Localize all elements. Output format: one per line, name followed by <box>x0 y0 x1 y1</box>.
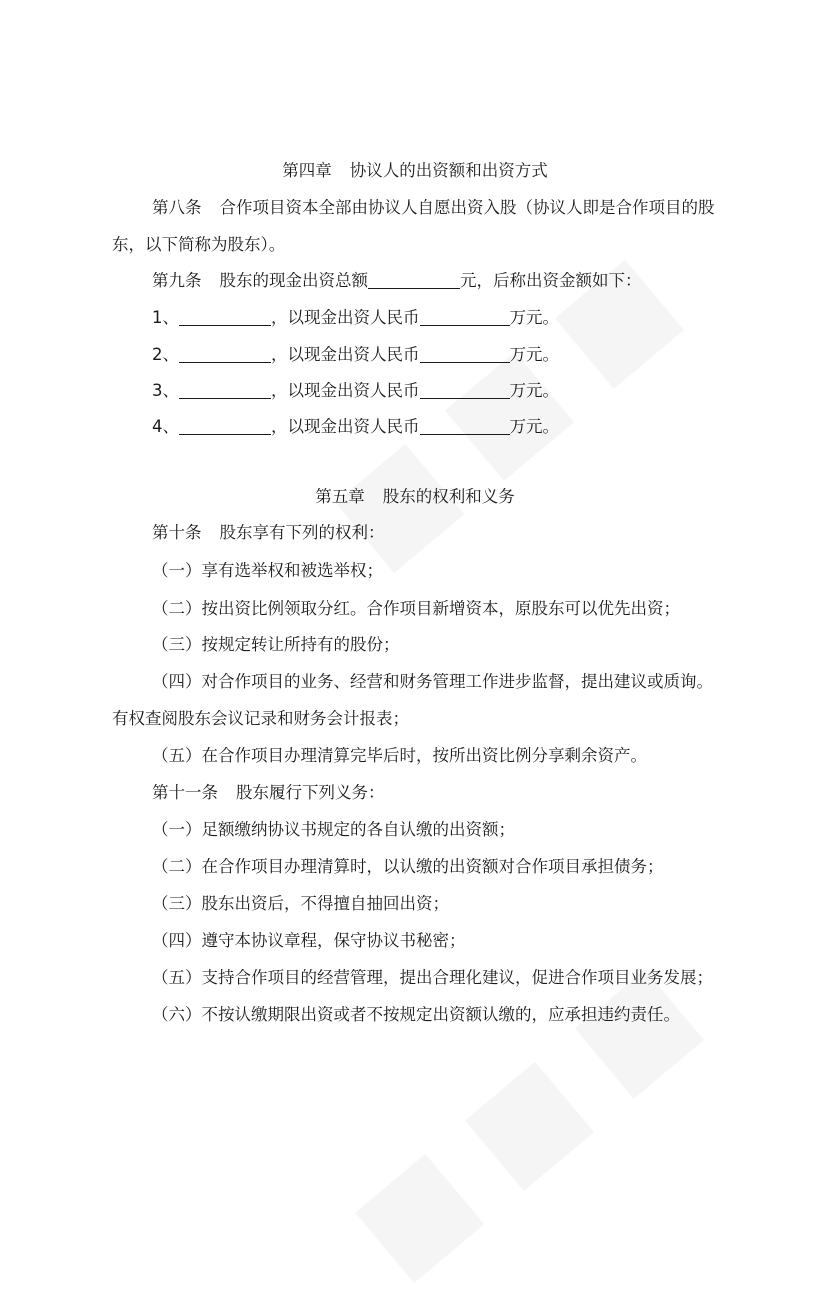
amount-blank[interactable] <box>420 307 510 326</box>
item-text: ，以现金出资人民币 <box>271 381 420 400</box>
right-item: （四）对合作项目的业务、经营和财务管理工作进步监督，提出建议或质询。 <box>152 672 713 691</box>
contribution-line-3 <box>152 379 559 403</box>
right-item: （二）按出资比例领取分红。合作项目新增资本，原股东可以优先出资； <box>152 599 680 618</box>
article-number: 第八条 <box>152 198 202 217</box>
total-amount-blank[interactable] <box>368 270 460 289</box>
amount-blank[interactable] <box>420 416 510 435</box>
duty-item: （六）不按认缴期限出资或者不按规定出资额认缴的，应承担违约责任。 <box>152 1005 680 1024</box>
amount-blank[interactable] <box>420 380 510 399</box>
item-text: ，以现金出资人民币 <box>271 345 420 364</box>
name-blank[interactable] <box>179 307 271 326</box>
article-number: 第九条 <box>152 271 202 290</box>
article-8-line1 <box>152 196 715 220</box>
article-number: 第十条 <box>152 523 202 542</box>
item-unit: 万元。 <box>509 417 559 436</box>
article-text: 股东履行下列义务： <box>236 783 385 802</box>
name-blank[interactable] <box>179 344 271 363</box>
item-unit: 万元。 <box>509 381 559 400</box>
right-item-continuation: 有权查阅股东会议记录和财务会计报表； <box>112 709 409 728</box>
item-text: ，以现金出资人民币 <box>271 308 420 327</box>
item-number: 2、 <box>152 345 179 364</box>
chapter-title: 协议人的出资额和出资方式 <box>349 161 548 180</box>
duty-item: （四）遵守本协议章程，保守协议书秘密； <box>152 931 466 950</box>
amount-blank[interactable] <box>420 344 510 363</box>
article-text: 股东的现金出资总额 <box>219 271 368 290</box>
contribution-line-2 <box>152 343 559 367</box>
name-blank[interactable] <box>179 416 271 435</box>
chapter-number: 第五章 <box>315 487 365 506</box>
right-item: （三）按规定转让所持有的股份； <box>152 635 400 654</box>
article-8-line2: 东，以下简称为股东）。 <box>112 235 286 254</box>
item-number: 4、 <box>152 417 179 436</box>
item-number: 3、 <box>152 381 179 400</box>
contribution-line-4 <box>152 415 559 439</box>
article-11 <box>152 781 385 805</box>
article-9 <box>152 269 642 293</box>
article-text: 股东享有下列的权利： <box>219 523 385 542</box>
chapter-number: 第四章 <box>282 161 332 180</box>
duty-item: （三）股东出资后，不得擅自抽回出资； <box>152 894 449 913</box>
name-blank[interactable] <box>179 380 271 399</box>
right-item: （五）在合作项目办理清算完毕后时，按所出资比例分享剩余资产。 <box>152 746 647 765</box>
duty-item: （五）支持合作项目的经营管理，提出合理化建议，促进合作项目业务发展； <box>152 968 713 987</box>
contribution-line-1 <box>152 306 559 330</box>
article-number: 第十一条 <box>152 783 218 802</box>
duty-item: （二）在合作项目办理清算时，以认缴的出资额对合作项目承担债务； <box>152 857 664 876</box>
item-text: ，以现金出资人民币 <box>271 417 420 436</box>
duty-item: （一）足额缴纳协议书规定的各自认缴的出资额； <box>152 820 515 839</box>
chapter-4-heading <box>0 159 830 183</box>
article-text: 合作项目资本全部由协议人自愿出资入股（协议人即是合作项目的股 <box>219 198 715 217</box>
article-text: 元，后称出资金额如下： <box>460 271 642 290</box>
item-number: 1、 <box>152 308 179 327</box>
right-item: （一）享有选举权和被选举权； <box>152 561 383 580</box>
chapter-title: 股东的权利和义务 <box>382 487 515 506</box>
chapter-5-heading <box>0 485 830 509</box>
article-10 <box>152 521 385 545</box>
item-unit: 万元。 <box>509 345 559 364</box>
item-unit: 万元。 <box>509 308 559 327</box>
